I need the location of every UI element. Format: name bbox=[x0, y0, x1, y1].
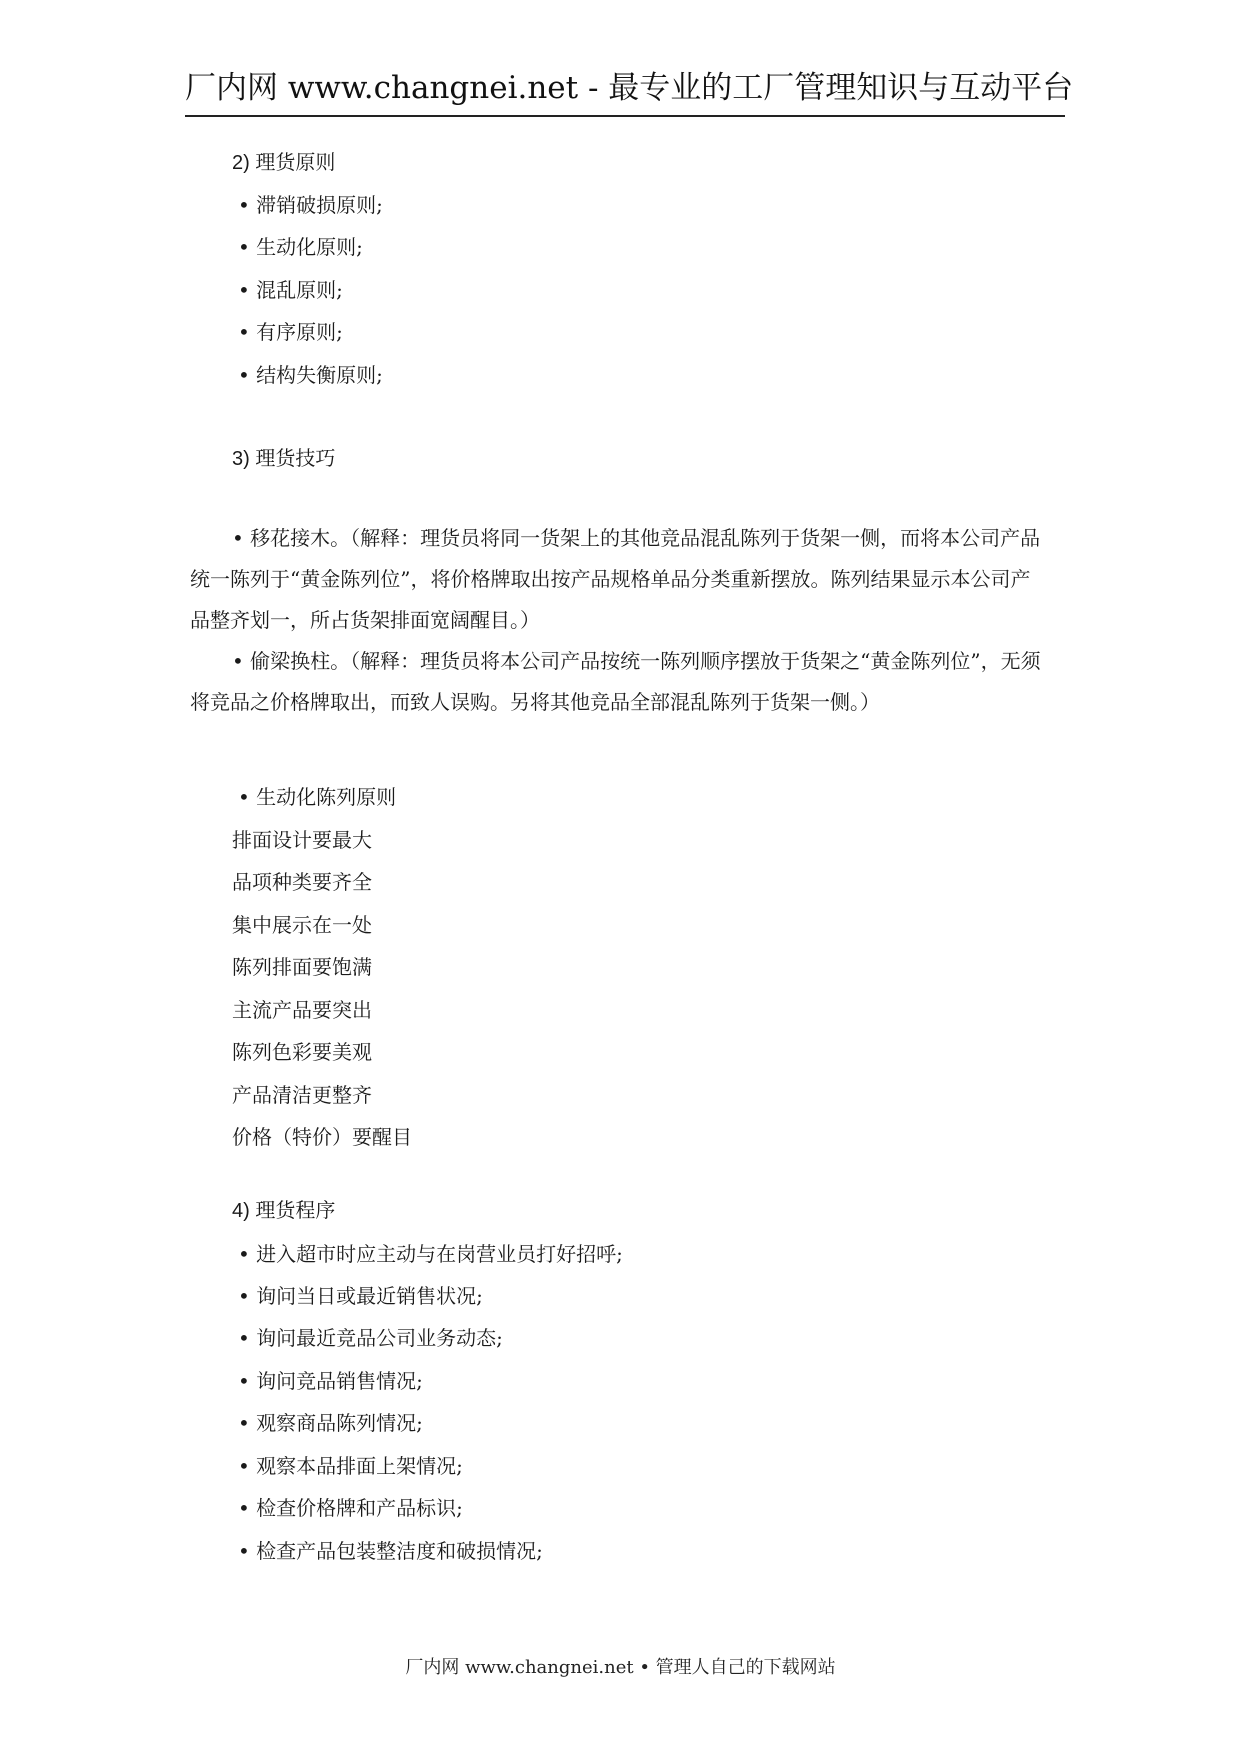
section-4-item: • 询问最近竞品公司业务动态; bbox=[238, 1326, 503, 1350]
section-3-paragraph-1 bbox=[190, 518, 1050, 641]
section-4-heading: 4) 理货程序 bbox=[232, 1200, 336, 1222]
section-3-heading: 3) 理货技巧 bbox=[232, 448, 336, 470]
section-2-item: • 混乱原则; bbox=[238, 278, 343, 302]
section-4-item: • 询问当日或最近销售状况; bbox=[238, 1284, 483, 1308]
principle-item: 陈列排面要饱满 bbox=[232, 955, 372, 979]
principle-item: 产品清洁更整齐 bbox=[232, 1083, 372, 1107]
principle-item: 排面设计要最大 bbox=[232, 828, 372, 852]
section-4-item: • 询问竞品销售情况; bbox=[238, 1369, 423, 1393]
principle-item: 品项种类要齐全 bbox=[232, 870, 372, 894]
section-2-heading: 2) 理货原则 bbox=[232, 152, 336, 174]
paragraph-text: • 偷梁换柱。（解释：理货员将本公司产品按统一陈列顺序摆放于货架之“黄金陈列位”，无须将竞品之价格牌取出，而致人误购。另将其他竞品全部混乱陈列于货架一侧。） bbox=[190, 649, 1041, 714]
section-4-item: • 观察商品陈列情况; bbox=[238, 1411, 423, 1435]
section-3-paragraph-2 bbox=[190, 641, 1050, 723]
section-4-item: • 观察本品排面上架情况; bbox=[238, 1454, 463, 1478]
principle-item: 集中展示在一处 bbox=[232, 913, 372, 937]
section-2-item: • 有序原则; bbox=[238, 320, 343, 344]
header-divider bbox=[185, 115, 1065, 117]
paragraph-text: • 移花接木。（解释：理货员将同一货架上的其他竞品混乱陈列于货架一侧，而将本公司产品统一陈列于“黄金陈列位”，将价格牌取出按产品规格单品分类重新摆放。陈列结果显示本公司产品整齐划一，所占货架排面宽阔醒目。） bbox=[190, 526, 1041, 632]
principle-item: 价格（特价）要醒目 bbox=[232, 1125, 412, 1149]
section-4-item: • 检查价格牌和产品标识; bbox=[238, 1496, 463, 1520]
section-2-item: • 生动化原则; bbox=[238, 235, 363, 259]
page-header-title: 厂内网 www.changnei.net - 最专业的工厂管理知识与互动平台 bbox=[185, 70, 1074, 106]
page-footer: 厂内网 www.changnei.net • 管理人自己的下载网站 bbox=[405, 1657, 836, 1678]
section-2-item: • 结构失衡原则; bbox=[238, 363, 383, 387]
section-4-item: • 检查产品包装整洁度和破损情况; bbox=[238, 1539, 543, 1563]
principle-item: 主流产品要突出 bbox=[232, 998, 372, 1022]
section-3-subheading: • 生动化陈列原则 bbox=[238, 785, 397, 809]
section-4-item: • 进入超市时应主动与在岗营业员打好招呼; bbox=[238, 1242, 623, 1266]
section-2-item: • 滞销破损原则; bbox=[238, 193, 383, 217]
principle-item: 陈列色彩要美观 bbox=[232, 1040, 372, 1064]
